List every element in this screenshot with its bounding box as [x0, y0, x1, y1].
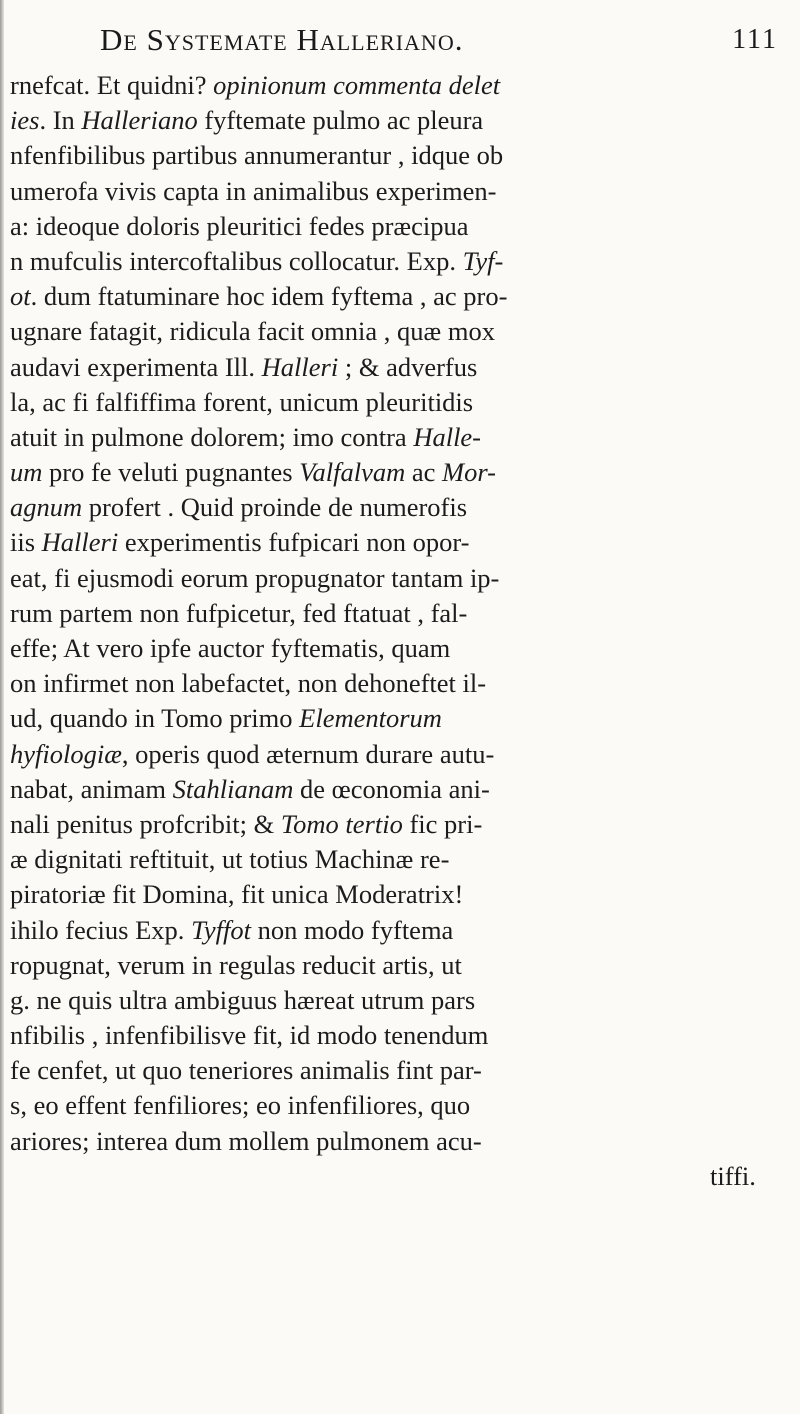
text-segment: ud, quando in Tomo primo [10, 703, 300, 734]
italic-text: hyfiologiæ [10, 738, 122, 769]
text-segment: piratoriæ fit Domina, fit unica Moderatrix! [10, 879, 464, 910]
italic-text: Stahlianam [172, 773, 294, 804]
italic-text: Tomo tertio [280, 808, 403, 839]
running-title: De Systemate Halleriano. [100, 22, 464, 57]
text-segment: ihilo fecius Exp. [10, 914, 192, 945]
text-segment: nfenfibilibus partibus annumerantur , idque ob [10, 140, 504, 171]
italic-text: Valfalvam [299, 457, 406, 488]
italic-text: Mor- [442, 457, 496, 488]
text-line [10, 525, 800, 560]
text-segment: effe; At vero ipfe auctor fyftematis, quam [10, 633, 451, 663]
text-line [10, 701, 800, 736]
italic-text: um [10, 457, 43, 488]
text-line [10, 209, 800, 244]
text-segment: pro fe veluti pugnantes [42, 457, 300, 488]
body-text [10, 68, 800, 1194]
text-line [10, 385, 800, 420]
text-segment: la, ac fi falfiffima forent, unicum pleuritidis [10, 386, 474, 417]
text-line [10, 807, 800, 842]
page-number: 111 [732, 24, 778, 55]
text-line [10, 350, 800, 385]
text-line [10, 561, 800, 596]
text-segment: eat, fi ejusmodi eorum propugnator tantam ip- [10, 562, 500, 593]
text-line [10, 983, 800, 1018]
text-line [10, 913, 800, 948]
text-line [10, 455, 800, 490]
text-segment: atuit in pulmone dolorem; imo contra [10, 421, 414, 452]
text-segment: tiffi. [710, 1160, 756, 1191]
text-line [10, 279, 800, 314]
italic-text: opinionum commenta delet [213, 70, 501, 100]
text-segment: nfibilis , infenfibilisve fit, id modo tenendum [10, 1020, 489, 1051]
text-segment: profert . Quid proinde de numerofis [82, 492, 468, 523]
text-line [10, 244, 800, 279]
text-line [10, 666, 800, 701]
text-line [10, 842, 800, 877]
text-segment: fe cenfet, ut quo teneriores animalis fint par- [10, 1055, 482, 1086]
italic-text: Halle- [413, 421, 482, 452]
text-segment: s, eo effent fenfiliores; eo infenfiliores, quo [10, 1090, 471, 1121]
text-segment: . In [39, 105, 82, 136]
italic-text: Tyf- [462, 245, 504, 276]
page-gutter-shadow [0, 0, 4, 1414]
text-line [10, 490, 800, 525]
text-segment: ariores; interea dum mollem pulmonem acu- [10, 1125, 482, 1156]
text-line [10, 1124, 800, 1159]
text-segment: umerofa vivis capta in animalibus experimen- [10, 175, 497, 206]
text-segment: ropugnat, verum in regulas reducit artis, ut [10, 949, 462, 980]
text-line [10, 1053, 800, 1088]
text-segment: a: ideoque doloris pleuritici fedes præcipua [10, 210, 469, 241]
italic-text: Elementorum [299, 703, 442, 734]
italic-text: ies [10, 105, 40, 136]
text-segment: æ dignitati reftituit, ut totius Machinæ re- [10, 844, 450, 875]
text-line [10, 631, 800, 666]
text-segment: on infirmet non labefactet, non dehoneftet il- [10, 668, 487, 699]
text-segment: audavi experimenta Ill. [10, 351, 262, 382]
text-segment: experimentis fufpicari non opor- [118, 527, 470, 558]
text-segment: rnefcat. Et quidni? [10, 70, 214, 100]
italic-text: Tyffot [191, 914, 251, 945]
italic-text: ot [10, 281, 31, 312]
italic-text: agnum [10, 492, 83, 523]
text-line [10, 596, 800, 631]
text-line [10, 737, 800, 772]
text-line [10, 948, 800, 983]
text-segment: non modo fyftema [250, 914, 454, 945]
text-line [10, 877, 800, 912]
text-segment: , operis quod æternum durare autu- [121, 738, 495, 769]
italic-text: Halleri [261, 351, 339, 382]
text-segment: nabat, animam [10, 773, 173, 804]
text-segment: iis [10, 527, 42, 558]
text-segment: n mufculis intercoftalibus collocatur. Exp. [10, 245, 463, 276]
text-segment: de œconomia ani- [293, 773, 490, 804]
text-segment: fic pri- [402, 808, 483, 839]
text-segment: nali penitus profcribit; & [10, 808, 281, 839]
text-line [10, 103, 800, 138]
text-segment: fyftemate pulmo ac pleura [197, 105, 484, 136]
text-line [10, 314, 800, 349]
italic-text: Halleriano [81, 105, 198, 136]
text-line [10, 174, 800, 209]
text-line [10, 138, 800, 173]
italic-text: Halleri [41, 527, 119, 558]
text-line [10, 420, 800, 455]
page-header [58, 22, 798, 66]
text-line [10, 1018, 800, 1053]
text-line [10, 772, 800, 807]
text-segment: rum partem non fufpicetur, fed ftatuat , fal- [10, 597, 468, 628]
text-line [10, 68, 800, 103]
text-segment: ; & adverfus [338, 351, 478, 382]
text-segment: ac [405, 457, 443, 488]
text-segment: . dum ftatuminare hoc idem fyftema , ac pro- [30, 281, 508, 312]
text-line [10, 1088, 800, 1123]
text-line [10, 1159, 800, 1194]
text-segment: g. ne quis ultra ambiguus hæreat utrum pars [10, 984, 476, 1015]
text-segment: ugnare fatagit, ridicula facit omnia , quæ mox [10, 316, 495, 347]
